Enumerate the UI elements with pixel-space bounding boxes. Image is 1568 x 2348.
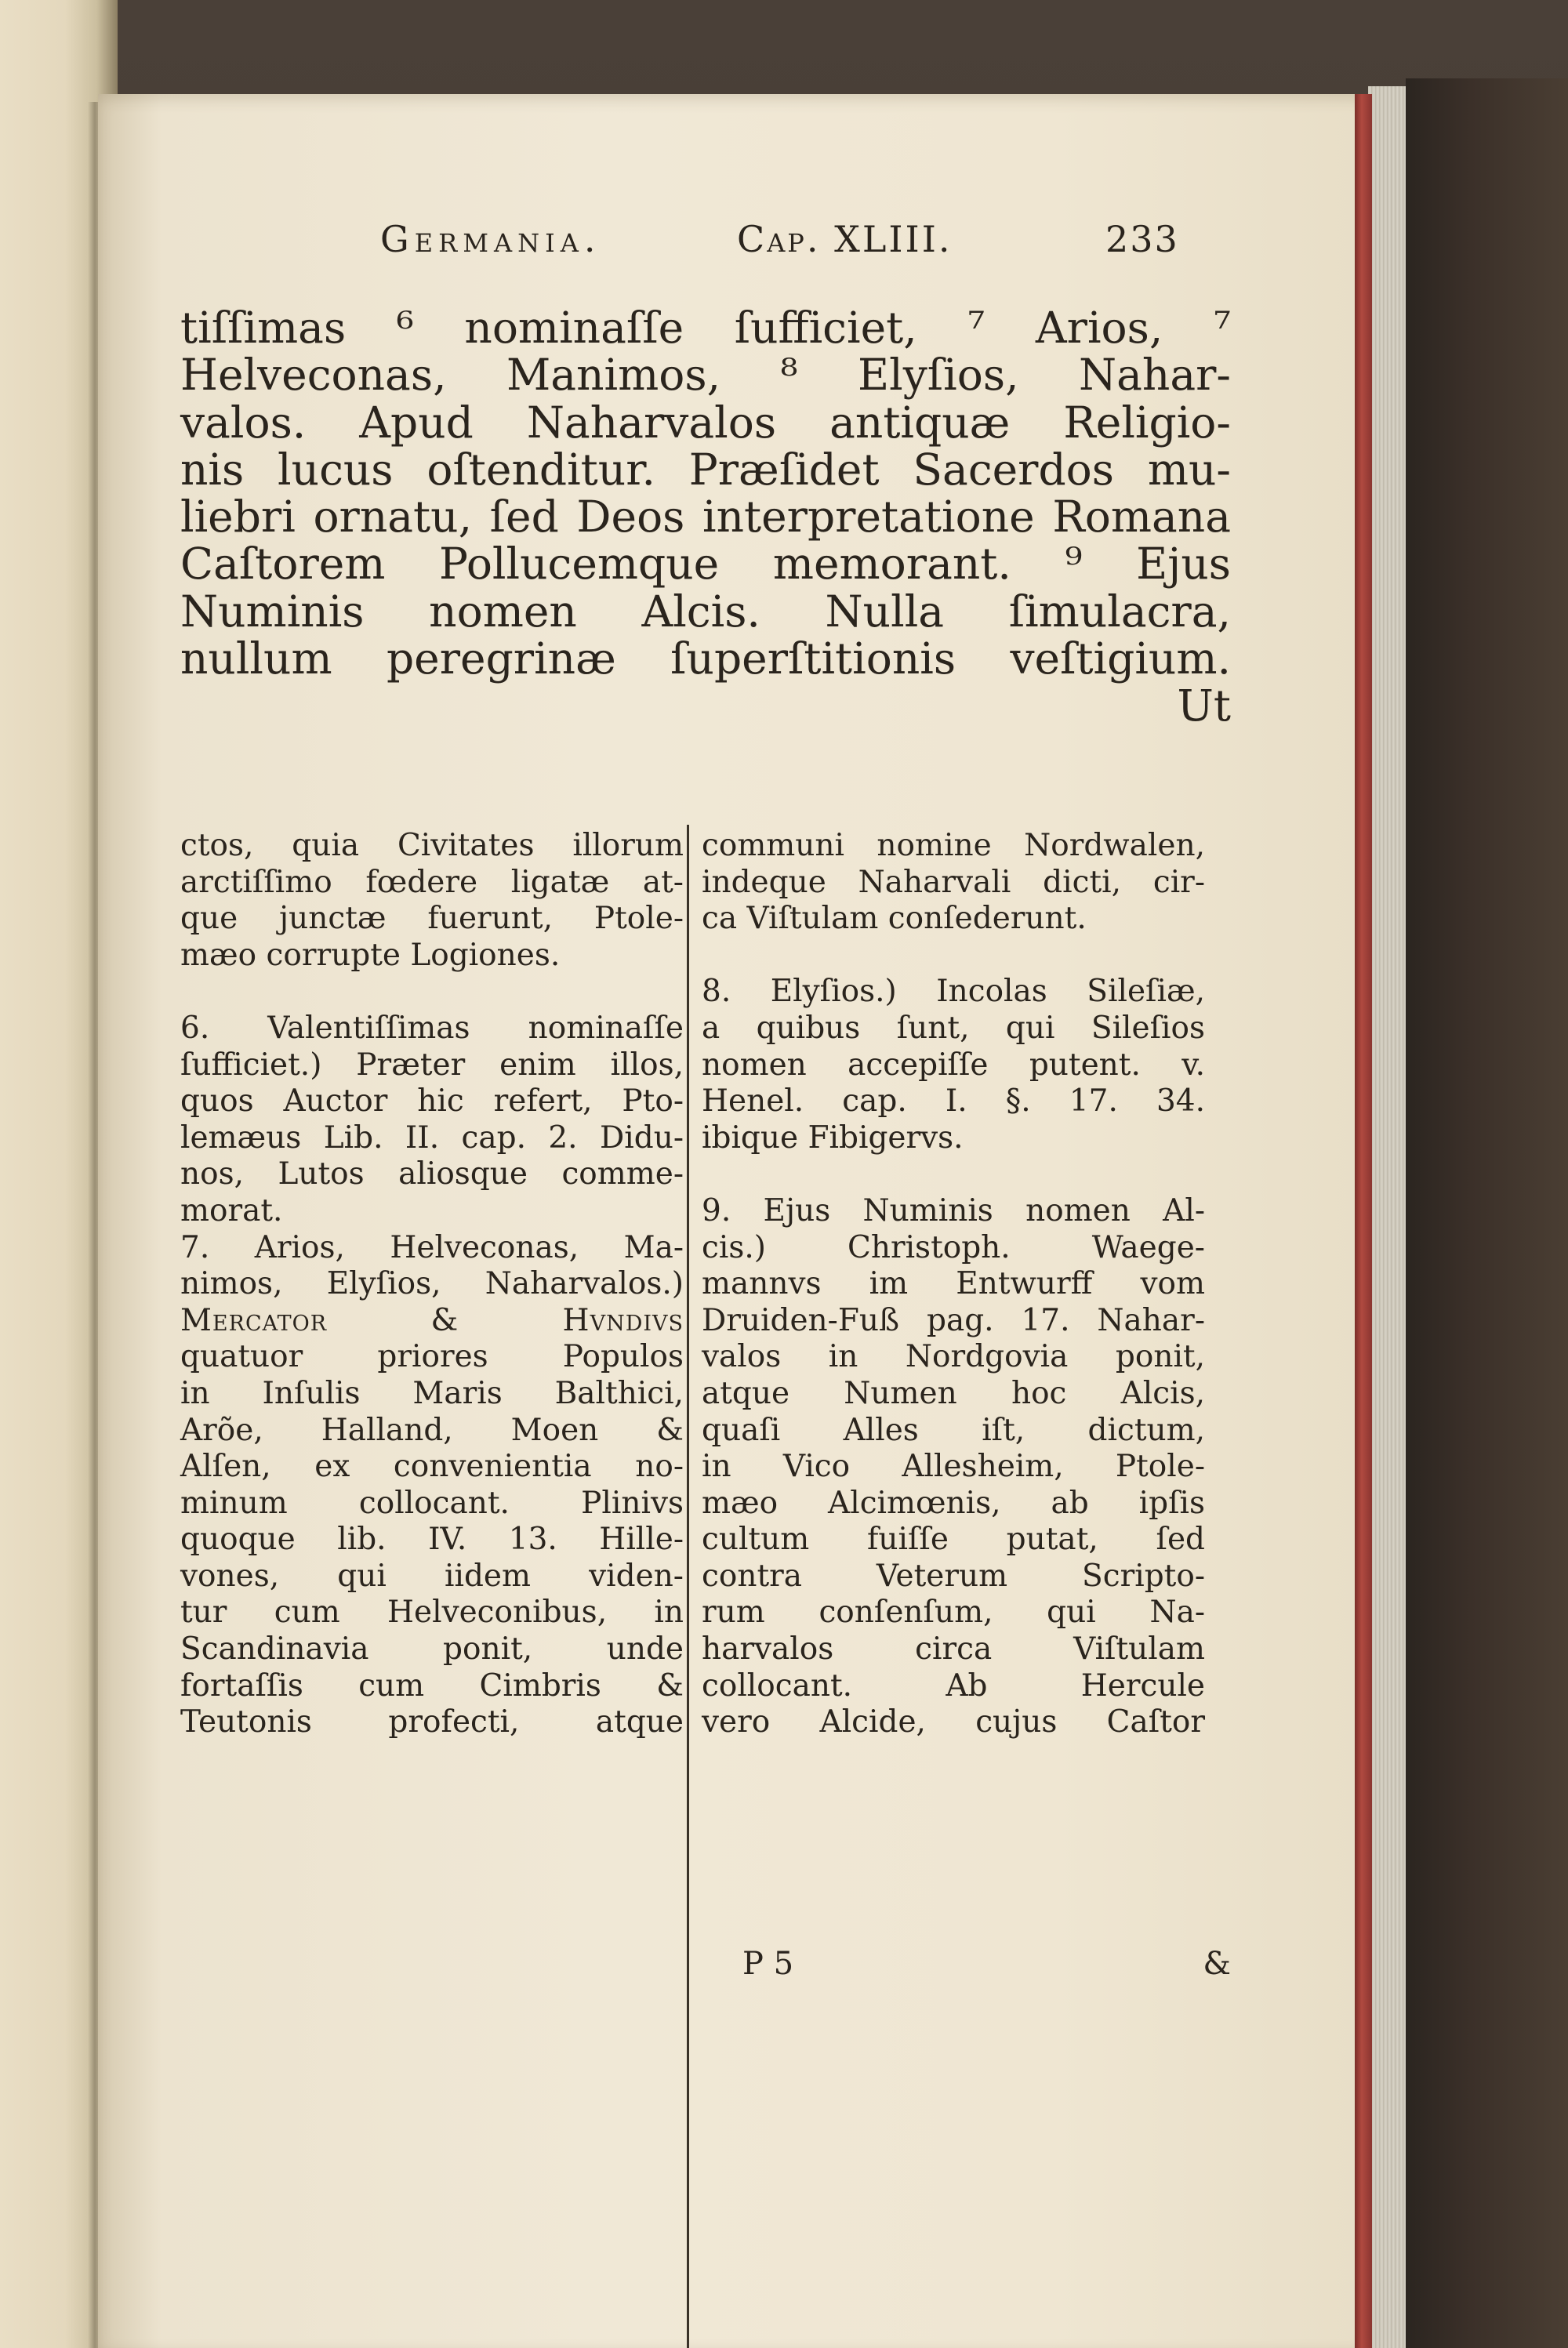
column-divider <box>687 825 689 2348</box>
note-line: fortaſſis cum Cimbris & <box>180 1668 684 1704</box>
main-text-line: Numinis nomen Alcis. Nulla ſimulacra, <box>180 586 1231 637</box>
note-line: vones, qui iidem viden- <box>180 1558 684 1594</box>
note-line: arctiſſimo fœdere ligatæ at- <box>180 864 684 900</box>
main-text-line: Helveconas, Manimos, ⁸ Elyſios, Nahar- <box>180 350 1231 401</box>
note-line: lemæus Lib. II. cap. 2. Didu- <box>180 1120 684 1156</box>
note-line: ſufficiet.) Præter enim illos, <box>180 1047 684 1083</box>
note-line: Henel. cap. I. §. 17. 34. <box>702 1083 1205 1120</box>
note-line: 6. Valentiſſimas nominaſſe <box>180 1010 684 1046</box>
running-header <box>380 218 1227 265</box>
note-line: cis.) Christoph. Waege- <box>702 1229 1205 1265</box>
note-line: mæo corrupte Logiones. <box>180 937 561 973</box>
note-line: harvalos circa Viſtulam <box>702 1631 1205 1668</box>
note-line: Alſen, ex convenientia no- <box>180 1449 684 1485</box>
note-line: nomen accepiſſe putent. v. <box>702 1047 1205 1083</box>
note-line: que junctæ fuerunt, Ptole- <box>180 901 684 937</box>
main-text-block <box>180 304 1231 730</box>
note-line: mæo Alcimœnis, ab ipſis <box>702 1485 1205 1521</box>
page-block-edge <box>1368 86 1406 2348</box>
note-line: tur cum Helveconibus, in <box>180 1595 684 1631</box>
notes-right-column <box>702 828 1205 1741</box>
note-line: quatuor priores Populos <box>180 1339 684 1375</box>
note-line: quaſi Alles iſt, dictum, <box>702 1412 1205 1448</box>
printer-signature: P 5 <box>742 1946 794 1982</box>
main-text-line: Caſtorem Pollucemque memorant. ⁹ Ejus <box>180 539 1231 590</box>
note-line: Scandinavia ponit, unde <box>180 1631 684 1668</box>
note-line: ctos, quia Civitates illorum <box>180 828 684 863</box>
note-line: a quibus ſunt, qui Sileſios <box>702 1010 1205 1046</box>
red-page-edge <box>1355 94 1372 2348</box>
page-number: 233 <box>1105 218 1179 260</box>
note-line: 9. Ejus Numinis nomen Al- <box>702 1192 1205 1228</box>
main-text-line: nis lucus oſtenditur. Præſidet Sacerdos mu- <box>180 444 1231 495</box>
note-line: valos in Nordgovia ponit, <box>702 1339 1205 1375</box>
running-title: Germania. <box>380 218 601 260</box>
note-line: collocant. Ab Hercule <box>702 1668 1205 1704</box>
note-line: atque Numen hoc Alcis, <box>702 1375 1205 1411</box>
note-line: nimos, Elyſios, Naharvalos.) <box>180 1266 684 1302</box>
note-gap <box>702 938 1205 974</box>
note-line: ibique Fibigervs. <box>702 1120 964 1156</box>
notes-left-column <box>180 828 684 1741</box>
note-line: morat. <box>180 1192 283 1228</box>
main-text-line: valos. Apud Naharvalos antiquæ Religio- <box>180 397 1231 448</box>
note-gap <box>702 1156 1205 1193</box>
note-line: Druiden-Fuß pag. 17. Nahar- <box>702 1302 1205 1338</box>
note-line: minum collocant. Plinivs <box>180 1485 684 1521</box>
main-text-line: liebri ornatu, ſed Deos interpretatione Romana <box>180 492 1231 543</box>
note-line: in Inſulis Maris Balthici, <box>180 1375 684 1411</box>
note-line: Mercator & Hvndivs <box>180 1302 684 1338</box>
main-text-line: nullum peregrinæ ſuperſtitionis veſtigium. <box>180 633 1231 684</box>
note-line: contra Veterum Scripto- <box>702 1558 1205 1594</box>
note-line: Arõe, Halland, Moen & <box>180 1412 684 1448</box>
note-line: 8. Elyſios.) Incolas Sileſiæ, <box>702 974 1205 1010</box>
note-line: rum conſenſum, qui Na- <box>702 1595 1205 1631</box>
catchword: & <box>1203 1946 1231 1982</box>
note-gap <box>180 974 684 1011</box>
note-line: quos Auctor hic refert, Pto- <box>180 1083 684 1120</box>
note-line: 7. Arios, Helveconas, Ma- <box>180 1229 684 1265</box>
note-line: nos, Lutos aliosque comme- <box>180 1156 684 1192</box>
signature-line <box>180 1946 1231 1993</box>
note-line: ca Viſtulam conſederunt. <box>702 901 1087 937</box>
note-line: in Vico Allesheim, Ptole- <box>702 1449 1205 1485</box>
note-line: quoque lib. IV. 13. Hille- <box>180 1522 684 1558</box>
note-line: Teutonis profecti, atque <box>180 1704 684 1740</box>
note-line: communi nomine Nordwalen, <box>702 828 1205 863</box>
chapter-label: Cap. XLIII. <box>737 218 953 260</box>
book-cover-edge <box>1406 78 1568 2348</box>
note-line: vero Alcide, cujus Caſtor <box>702 1704 1205 1740</box>
note-line: cultum fuiſſe putat, ſed <box>702 1522 1205 1558</box>
note-line: indeque Naharvali dicti, cir- <box>702 864 1205 900</box>
note-line: mannvs im Entwurff vom <box>702 1266 1205 1302</box>
main-text-catchword: Ut <box>1177 680 1231 731</box>
main-text-line: tiſſimas ⁶ nominaſſe ſufficiet, ⁷ Arios, ⁷ <box>180 303 1231 353</box>
